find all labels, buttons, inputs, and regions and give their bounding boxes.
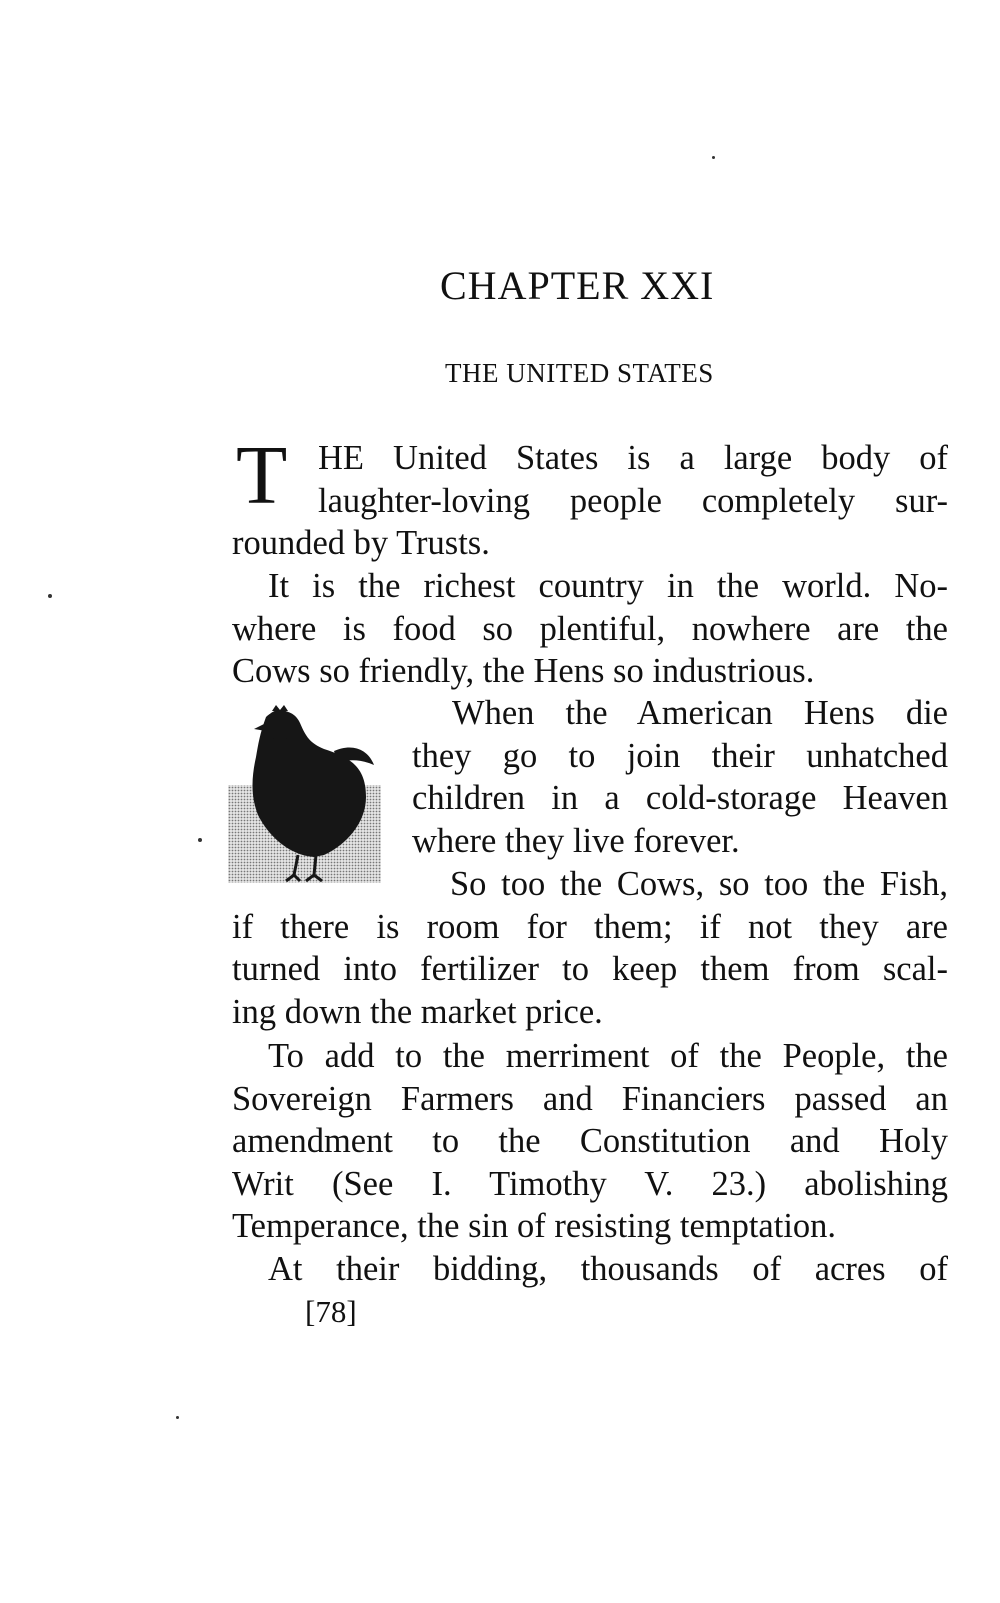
text-line: To add to the merriment of the People, the xyxy=(268,1037,948,1075)
text-line: So too the Cows, so too the Fish, xyxy=(450,865,948,903)
text-line: HE United States is a large body of xyxy=(318,439,948,477)
scan-speck xyxy=(48,594,52,598)
text-line: amendment to the Constitution and Holy xyxy=(232,1122,948,1161)
text-line: laughter-loving people completely sur- xyxy=(318,481,948,520)
paragraph-bidding xyxy=(232,1248,948,1291)
scan-speck xyxy=(198,838,202,842)
hen-icon xyxy=(228,705,381,885)
drop-cap: T xyxy=(236,429,288,522)
text-line: When the American Hens die xyxy=(452,694,948,732)
chapter-subtitle: THE UNITED STATES xyxy=(445,358,714,388)
paragraph-opening xyxy=(318,437,948,522)
text-line: Temperance, the sin of resisting temptation. xyxy=(232,1207,837,1246)
text-line: It is the richest country in the world. No- xyxy=(268,567,948,605)
text-line: if there is room for them; if not they are xyxy=(232,907,948,946)
scan-speck xyxy=(176,1416,179,1419)
text-line: At their bidding, thousands of acres of xyxy=(268,1250,948,1288)
text-line: where is food so plentiful, nowhere are the xyxy=(232,609,948,648)
text-line: turned into fertilizer to keep them from scal- xyxy=(232,950,948,989)
paragraph-richest xyxy=(232,565,948,693)
text-line: Cows so friendly, the Hens so industrious. xyxy=(232,652,815,691)
text-line: rounded by Trusts. xyxy=(232,524,490,562)
paragraph-hens xyxy=(412,692,948,862)
chapter-title: CHAPTER XXI xyxy=(440,263,715,308)
text-line: Writ (See I. Timothy V. 23.) abolishing xyxy=(232,1164,948,1203)
page-number: [78] xyxy=(305,1294,357,1329)
text-line: where they live forever. xyxy=(412,821,740,860)
text-line: children in a cold-storage Heaven xyxy=(412,779,948,818)
scan-speck xyxy=(712,156,715,159)
text-line: ing down the market price. xyxy=(232,992,603,1031)
paragraph-opening-cont xyxy=(232,522,948,565)
text-line: Sovereign Farmers and Financiers passed an xyxy=(232,1079,948,1118)
paragraph-merriment xyxy=(232,1035,948,1248)
paragraph-cows xyxy=(232,863,948,1033)
text-line: they go to join their unhatched xyxy=(412,736,948,775)
